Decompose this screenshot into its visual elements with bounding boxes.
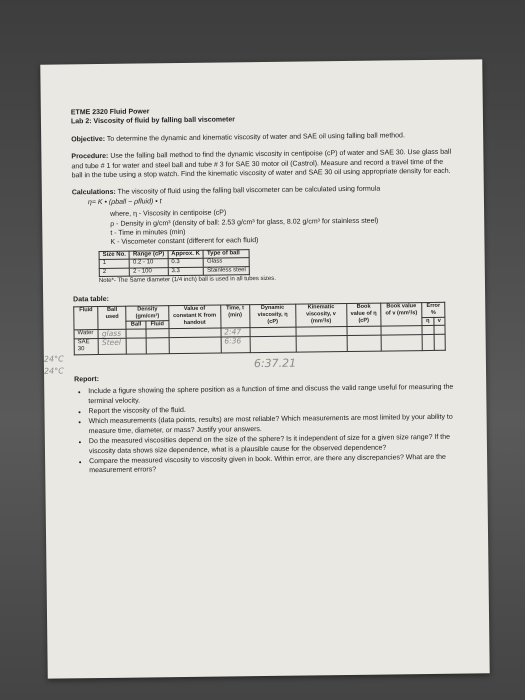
viscometer-size-table [99, 249, 250, 277]
table-cell [296, 335, 347, 352]
table-header: v [434, 317, 445, 325]
table-row [74, 334, 445, 355]
temperature-note-oil: 24°C [43, 366, 64, 376]
table-cell-fluid: Water [74, 330, 98, 339]
temperature-note-water: 24°C [43, 354, 64, 364]
table-cell: 0.2 - 10 [129, 259, 167, 268]
table-header: Range (cP) [129, 251, 167, 260]
data-table [73, 302, 446, 355]
list-item: • Report the viscosity of the fluid. [88, 403, 458, 417]
table-cell-ball: Steel [98, 338, 126, 354]
table-header: Book value of η (cP) [346, 303, 380, 326]
table-cell [126, 329, 146, 338]
table-cell [422, 334, 434, 350]
procedure-label: Procedure: [71, 153, 109, 161]
lab-title: Lab 2: Viscosity of fluid by falling ball viscometer [70, 116, 236, 126]
table-cell [146, 337, 169, 353]
table-cell [347, 335, 381, 351]
table-cell [434, 325, 445, 334]
table-cell-time: 2:47 [221, 328, 250, 337]
where-line-k: K - Viscometer constant (different for each fluid) [110, 237, 259, 247]
paper-sheet [40, 59, 489, 678]
table-header: Ball used [98, 306, 126, 329]
table-cell: 2 [99, 268, 129, 277]
table-header: Approx. K [168, 250, 204, 259]
where-list [72, 206, 456, 248]
procedure-text: Use the falling ball method to find the dynamic viscosity in centipoise (cP) of water and SAE 30. Use glass ball and tube # 1 for water and steel ball and tube # 3 for SAE 30 motor oil (Castrol). Measure and record a travel time of the ball in the tube using a stop watch. Find the kinematic viscosity of water and SAE 30 oil using appropriate density for each. [71, 148, 452, 180]
table-header: Value of constant K from handout [169, 305, 221, 329]
table-cell [126, 338, 146, 354]
table-header: Dynamic viscosity, η (cP) [250, 304, 296, 328]
table-cell-fluid: SAE 30 [74, 338, 98, 354]
where-line-eta: where, η - Viscosity in centipoise (cP) [110, 209, 227, 219]
objective-label: Objective: [71, 135, 106, 144]
table-cell [146, 329, 169, 338]
list-item: • Do the measured viscosities depend on the size of the sphere? Is it independent of size for a given size range? If the viscosity data shows size dependence, what is a plausible cause for the observed dependence? [89, 433, 459, 456]
viscosity-formula: η= K • (ρball − ρfluid) • t [87, 198, 162, 206]
table-cell [250, 336, 296, 353]
handwritten-time-note: 6:37.21 [253, 356, 297, 370]
calculations-paragraph [72, 184, 456, 208]
table-cell-time: 6:36 [221, 336, 250, 352]
list-item: • Include a figure showing the sphere position as a function of time and discuss the valid range useful for measuring the terminal velocity. [88, 383, 458, 406]
table-cell-ball: glass [98, 329, 126, 338]
table-header: η [422, 318, 434, 326]
report-label: Report: [74, 375, 100, 384]
data-table-label: Data table: [73, 295, 109, 304]
table-header: Fluid [146, 321, 169, 329]
report-section [74, 356, 459, 476]
table-header: Fluid [74, 307, 99, 330]
size-table-note: Note*- The Same diameter (1/4 inch) ball is used in all tubes sizes. [98, 276, 276, 285]
calculations-label: Calculations: [71, 189, 116, 197]
table-cell: 2 - 100 [130, 268, 168, 277]
objective-paragraph [71, 130, 455, 144]
procedure-paragraph [71, 148, 455, 181]
table-cell [434, 334, 446, 350]
table-header: Time, t (min) [220, 305, 249, 328]
table-cell [381, 334, 422, 351]
list-item: • Compare the measured viscosity to viscosity given in book. Within error, are there any discrepancies? What are the measurement errors? [89, 453, 459, 476]
where-line-rho: ρ - Density in g/cm³ (density of ball: 2.53 g/cm³ for glass, 8.02 g/cm³ for stainless steel) [110, 217, 379, 228]
document-content [43, 104, 459, 477]
table-header: Kinematic viscosity, v (mm²/s) [295, 304, 346, 328]
table-header: Size No. [99, 251, 129, 260]
table-header: Error % [422, 302, 445, 317]
objective-text: To determine the dynamic and kinematic viscosity of water and SAE oil using falling ball method. [104, 132, 405, 143]
table-cell: 0.3 [168, 259, 204, 268]
table-header: Type of ball [203, 250, 249, 259]
table-cell [422, 326, 434, 335]
table-cell: 1 [99, 260, 129, 269]
table-cell: 3.3 [168, 267, 204, 276]
list-item: • Which measurements (data points, results) are most reliable? Which measurements are most limited by your ability to measure time, diameter, or mass? Justify your answers. [89, 413, 459, 436]
table-header: Book value of v (mm²/s) [381, 303, 422, 327]
table-header-row [74, 302, 445, 322]
table-cell: Stainless steel [204, 267, 250, 276]
calculations-text: The viscosity of fluid using the falling ball viscometer can be calculated using formula [115, 186, 381, 197]
report-list [74, 383, 459, 476]
course-title: ETME 2320 Fluid Power [70, 108, 150, 117]
table-header: Density (gm/cm³) [126, 306, 169, 322]
where-line-t: t - Time in minutes (min) [110, 229, 186, 237]
table-cell [169, 337, 221, 354]
table-header: Ball [126, 321, 146, 329]
table-cell: Glass [204, 258, 250, 267]
